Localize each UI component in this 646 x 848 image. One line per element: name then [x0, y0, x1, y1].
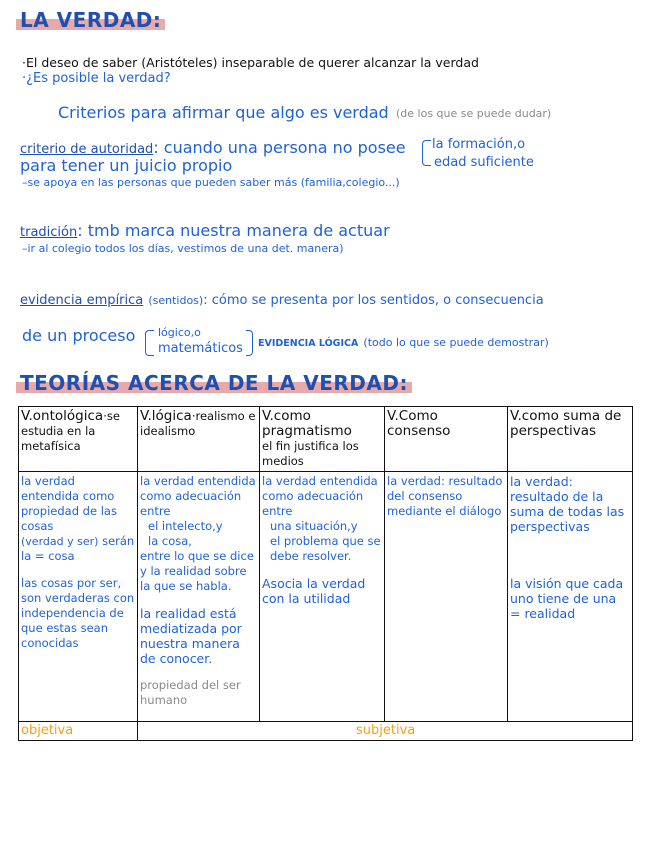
col2-p1c: la cosa,	[148, 534, 192, 548]
col3-header: V.como pragmatismo el fin justifica los medios	[260, 407, 385, 472]
col5-p2: la visión que cada uno tiene de una = realidad	[510, 576, 624, 621]
col5-p1: la verdad: resultado de la suma de todas las perspectivas	[510, 474, 625, 534]
col2-p3: propiedad del ser humano	[140, 678, 241, 707]
col1-p2: las cosas por ser, son verdaderas con independencia de que estas sean conocidas	[21, 576, 135, 650]
col2-p1: la verdad entendida como adecuación entre	[140, 474, 256, 518]
evidencia-text: : cómo se presenta por los sentidos, o consecuencia	[203, 293, 544, 308]
col1-p1: la verdad entendida como propiedad de las cosas	[21, 474, 117, 533]
col3-body	[260, 472, 385, 722]
evidencia-branch-2: matemáticos	[158, 341, 243, 356]
criteria-heading: Criterios para afirmar que algo es verdad	[58, 103, 389, 122]
brace-icon	[145, 330, 154, 356]
brace-icon	[246, 330, 253, 356]
evidencia-logica	[258, 331, 549, 350]
autoridad-note: –se apoya en las personas que pueden saber más (familia,colegio...)	[22, 176, 400, 189]
evidencia-text-2: de un proceso	[22, 326, 136, 345]
tradicion-note: –ir al colegio todos los días, vestimos de una det. manera)	[22, 242, 344, 255]
col1-header: V.ontológica·se estudia en la metafísica	[19, 407, 138, 472]
col4-body	[385, 472, 508, 722]
evidencia-branch-1: lógico,o	[158, 326, 201, 339]
intro-line-2: ·¿Es posible la verdad?	[22, 71, 171, 86]
autoridad-text-2: para tener un juicio propio	[20, 156, 233, 175]
col2-body	[138, 472, 260, 722]
criteria-heading-note: (de los que se puede dudar)	[396, 107, 552, 120]
col2-p1b: el intelecto,y	[148, 519, 223, 533]
col3-p1b: una situación,y	[270, 519, 358, 533]
col5-header: V.como suma de perspectivas	[508, 407, 633, 472]
col1-p1b: (verdad y ser) serán la = cosa	[21, 534, 135, 563]
evidencia-label: evidencia empírica	[20, 293, 144, 308]
autoridad-branch-2: edad suficiente	[434, 155, 534, 170]
col2-p2: la realidad está mediatizada por nuestra manera de conocer.	[140, 606, 242, 666]
tradicion-label: tradición	[20, 225, 78, 240]
col1-body	[19, 472, 138, 722]
autoridad-branch-1: la formación,o	[432, 137, 526, 152]
page-title: LA VERDAD:	[16, 8, 165, 32]
autoridad-block	[20, 138, 406, 157]
theories-table	[18, 406, 633, 741]
tradicion-text: : tmb marca nuestra manera de actuar	[77, 221, 390, 240]
intro-line-1: ·El deseo de saber (Aristóteles) inseparable de querer alcanzar la verdad	[22, 55, 479, 70]
autoridad-label: criterio de autoridad	[20, 142, 154, 157]
evidencia-logica-note: (todo lo que se puede demostrar)	[363, 336, 549, 349]
col3-p2: Asocia la verdad con la utilidad	[262, 576, 366, 606]
col4-p1: la verdad: resultado del consenso mediante el diálogo	[387, 474, 503, 518]
col3-p1: la verdad entendida como adecuación entre	[262, 474, 378, 518]
footer-subjetiva: subjetiva	[138, 722, 633, 741]
col2-p1d: entre lo que se dice y la realidad sobre la que se habla.	[140, 549, 254, 593]
col4-header: V.Como consenso	[385, 407, 508, 472]
autoridad-text: : cuando una persona no posee	[153, 138, 406, 157]
evidencia-block	[20, 289, 544, 308]
col2-header: V.lógica·realismo e idealismo	[138, 407, 260, 472]
evidencia-logica-label: EVIDENCIA LÓGICA	[258, 338, 359, 349]
brace-icon	[422, 140, 431, 166]
col3-p1c: el problema que se debe resolver.	[270, 534, 381, 563]
footer-objetiva: objetiva	[19, 722, 138, 741]
col5-body	[508, 472, 633, 722]
tradicion-block	[20, 221, 390, 240]
theories-title: TEORÍAS ACERCA DE LA VERDAD:	[16, 371, 412, 395]
evidencia-paren: (sentidos)	[148, 294, 204, 307]
